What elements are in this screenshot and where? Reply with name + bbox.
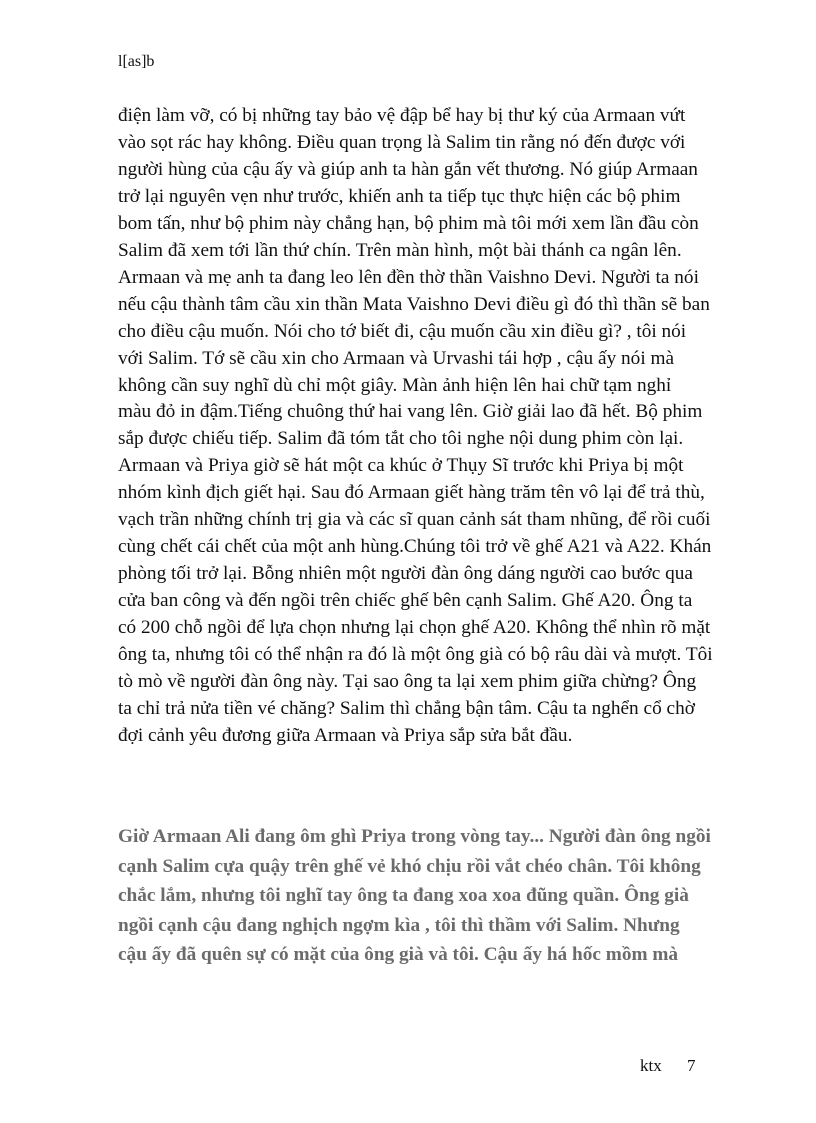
text-line: cùng chết cái chết của một anh hùng.Chúng tôi trở về ghế A21 và A22. Khán	[118, 536, 712, 558]
text-line: cạnh Salim cựa quậy trên ghế vẻ khó chịu rồi vắt chéo chân. Tôi không	[118, 855, 701, 877]
text-line: vạch trần những chính trị gia và các sĩ quan cảnh sát tham nhũng, để rồi cuối	[118, 509, 711, 531]
text-line: ngồi cạnh cậu đang nghịch ngợm kìa , tôi thì thầm với Salim. Nhưng	[118, 914, 680, 936]
text-line: Giờ Armaan Ali đang ôm ghì Priya trong vòng tay... Người đàn ông ngồi	[118, 826, 711, 847]
text-line: phòng tối trở lại. Bỗng nhiên một người đàn ông dáng người cao bước qua	[118, 563, 693, 585]
text-line: Armaan và mẹ anh ta đang leo lên đền thờ thần Vaishno Devi. Người ta nói	[118, 266, 699, 288]
text-line: cửa ban công và đến ngồi trên chiếc ghế bên cạnh Salim. Ghế A20. Ông ta	[118, 590, 693, 612]
text-line: người hùng của cậu ấy và giúp anh ta hàn gắn vết thương. Nó giúp Armaan	[118, 158, 698, 180]
text-line: đợi cảnh yêu đương giữa Armaan và Priya sắp sửa bắt đầu.	[118, 724, 573, 746]
text-line: với Salim. Tớ sẽ cầu xin cho Armaan và Urvashi tái hợp , cậu ấy nói mà	[118, 347, 675, 369]
text-line: điện làm vỡ, có bị những tay bảo vệ đập bể hay bị thư ký của Armaan vứt	[118, 105, 686, 126]
text-line: Salim đã xem tới lần thứ chín. Trên màn hình, một bài thánh ca ngân lên.	[118, 239, 682, 261]
text-line: cho điều cậu muốn. Nói cho tớ biết đi, cậu muốn cầu xin điều gì? , tôi nói	[118, 320, 687, 342]
text-line: ta chỉ trả nửa tiền vé chăng? Salim thì chẳng bận tâm. Cậu ta nghển cổ chờ	[118, 697, 695, 719]
text-line: màu đỏ in đậm.Tiếng chuông thứ hai vang lên. Giờ giải lao đã hết. Bộ phim	[118, 401, 703, 423]
text-line: ông ta, nhưng tôi có thể nhận ra đó là một ông già có bộ râu dài và mượt. Tôi	[118, 644, 713, 665]
text-line: nếu cậu thành tâm cầu xin thần Mata Vaishno Devi điều gì đó thì thần sẽ ban	[118, 293, 710, 315]
footer-label: ktx	[640, 1056, 662, 1075]
page-number: 7	[687, 1056, 696, 1075]
text-line: cậu ấy đã quên sự có mặt của ông già và tôi. Cậu ấy há hốc mồm mà	[118, 944, 679, 965]
text-line: có 200 chỗ ngồi để lựa chọn nhưng lại chọn ghế A20. Không thể nhìn rõ mặt	[118, 617, 711, 639]
text-line: Armaan và Priya giờ sẽ hát một ca khúc ở Thụy Sĩ trước khi Priya bị một	[118, 455, 684, 477]
text-line: không cần suy nghĩ dù chỉ một giây. Màn ảnh hiện lên hai chữ tạm nghỉ	[118, 374, 672, 396]
text-line: sắp được chiếu tiếp. Salim đã tóm tắt cho tôi nghe nội dung phim còn lại.	[118, 428, 684, 450]
text-line: bom tấn, như bộ phim này chẳng hạn, bộ phim mà tôi mới xem lần đầu còn	[118, 212, 699, 234]
text-line: tò mò về người đàn ông này. Tại sao ông ta lại xem phim giữa chừng? Ông	[118, 670, 697, 692]
text-line: vào sọt rác hay không. Điều quan trọng là Salim tin rằng nó đến được với	[118, 131, 686, 153]
text-line: nhóm kình địch giết hại. Sau đó Armaan giết hàng trăm tên vô lại để trả thù,	[118, 482, 705, 504]
page-header: l[as]b	[118, 53, 155, 70]
text-line: chắc lắm, nhưng tôi nghĩ tay ông ta đang xoa xoa đũng quần. Ông già	[118, 885, 689, 906]
text-line: trở lại nguyên vẹn như trước, khiến anh ta tiếp tục thực hiện các bộ phim	[118, 185, 681, 207]
